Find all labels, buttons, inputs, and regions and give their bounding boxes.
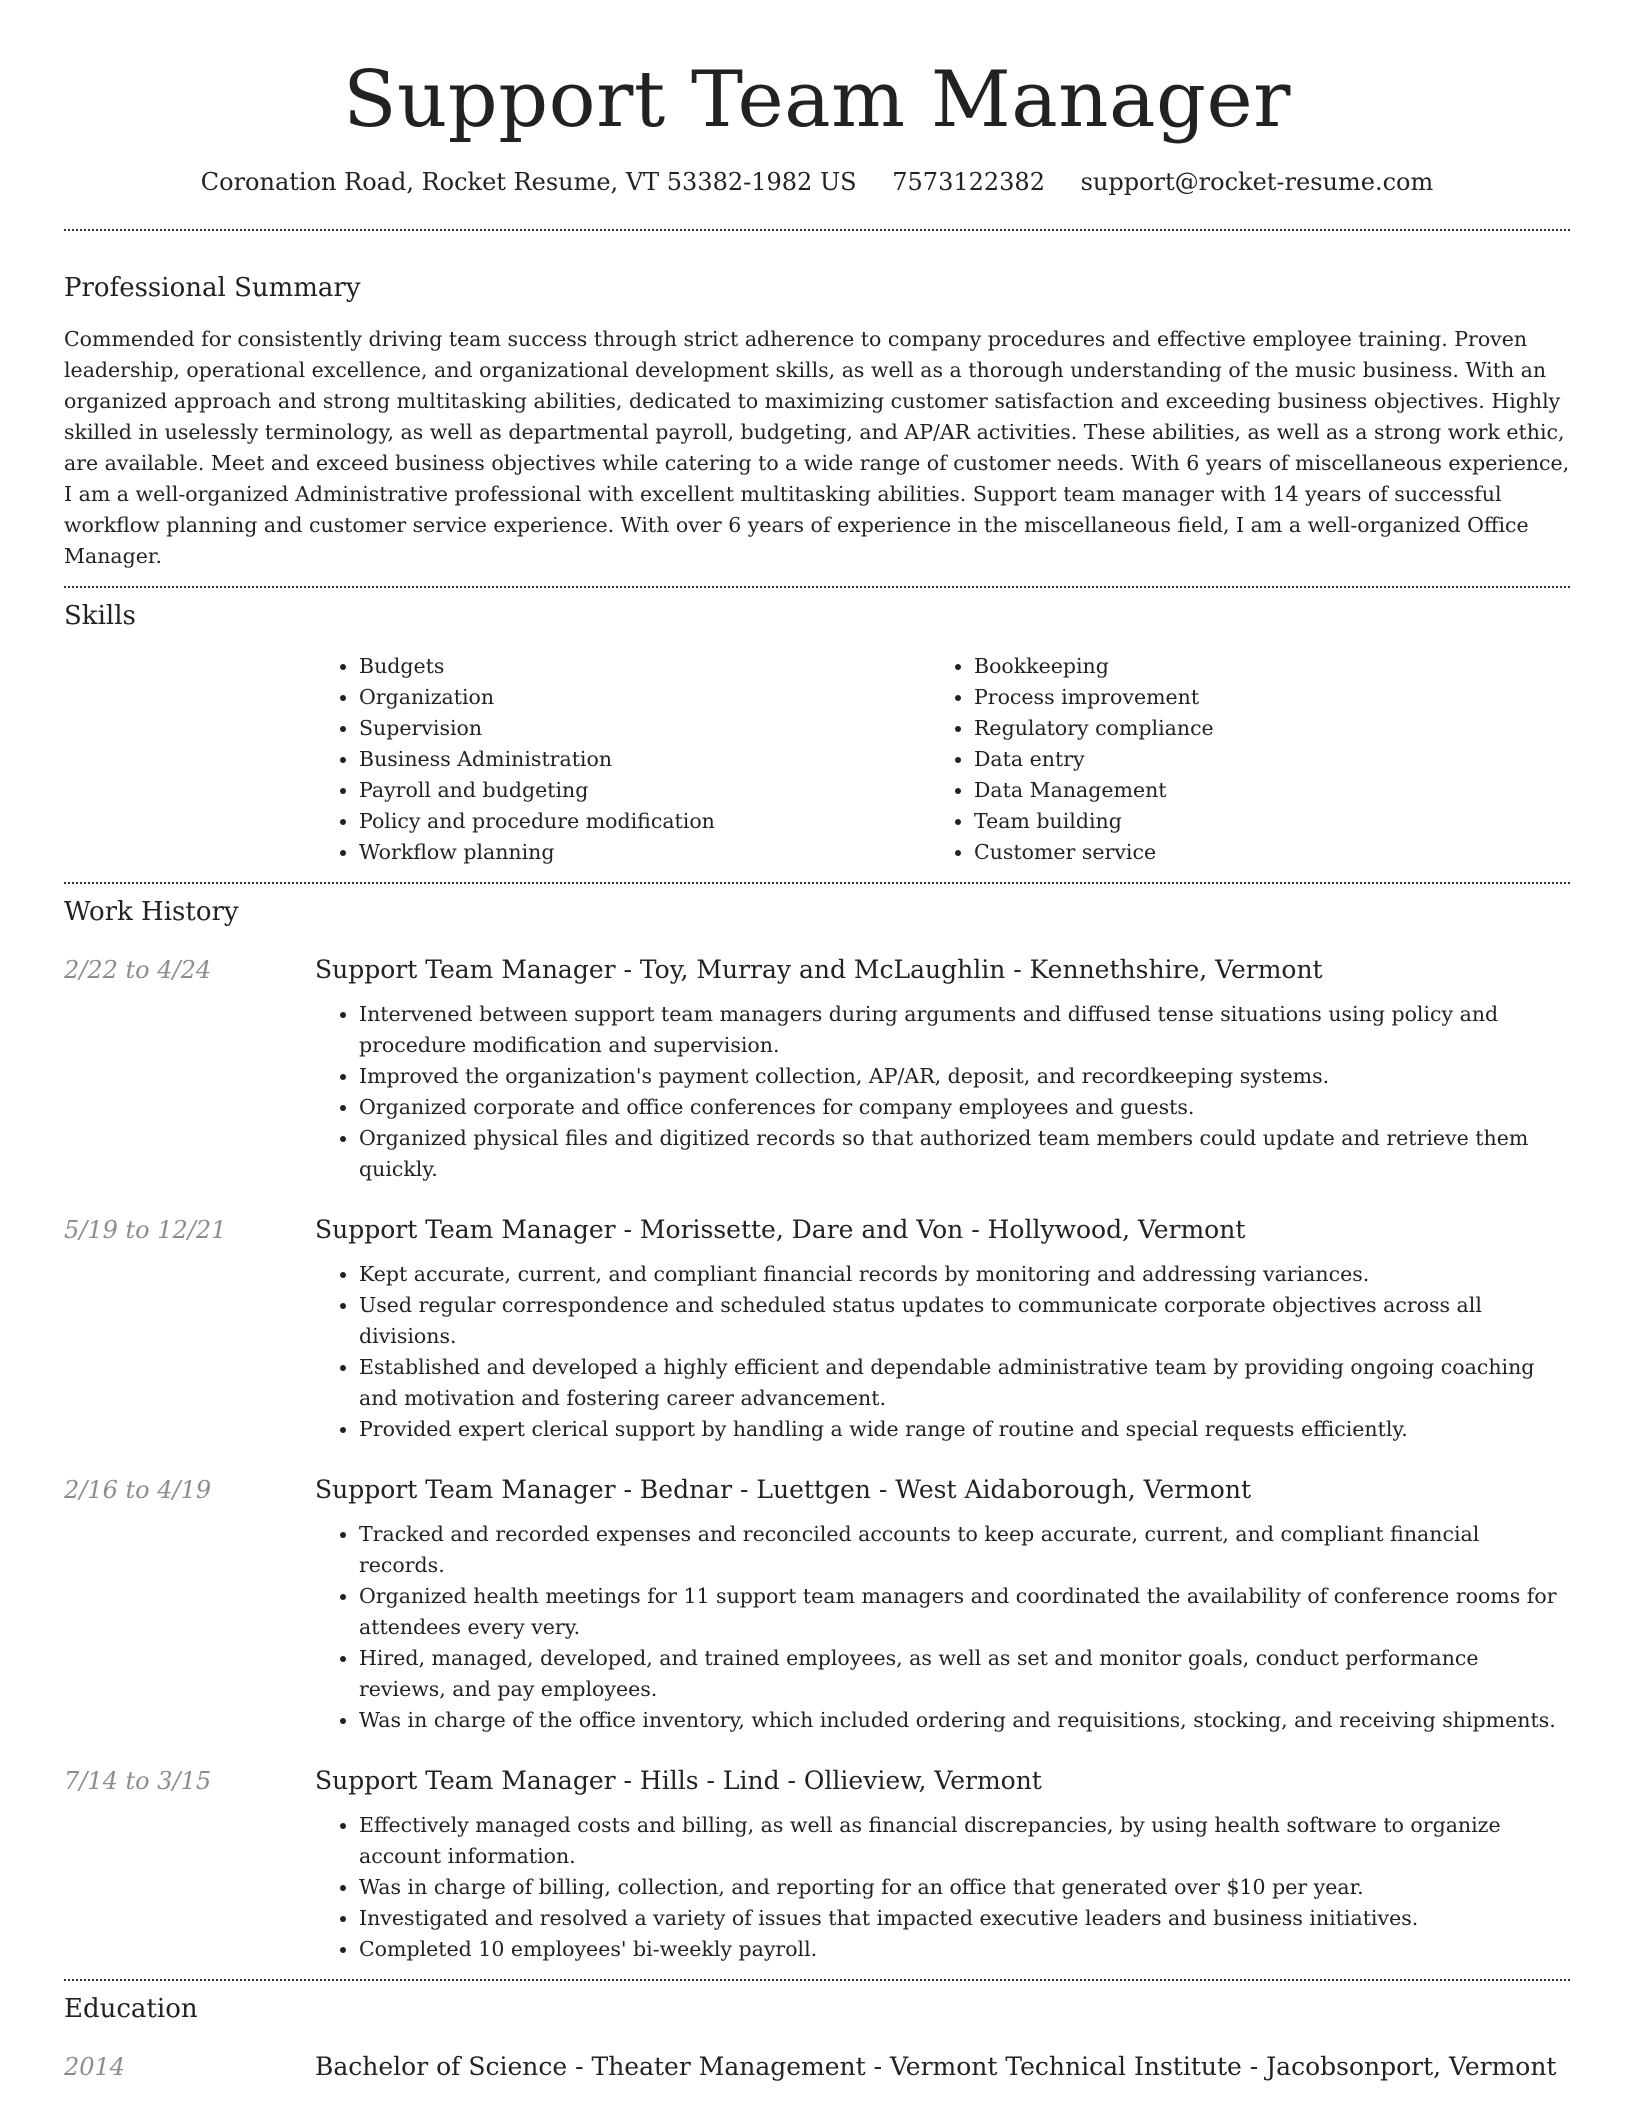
section-title-work: Work History bbox=[64, 897, 239, 927]
job-body bbox=[315, 1213, 1570, 1445]
skill-item: • Policy and procedure modification bbox=[359, 806, 930, 837]
job-bullet: • Completed 10 employees' bi-weekly payroll. bbox=[359, 1934, 1570, 1965]
job-bullets bbox=[315, 1519, 1570, 1736]
contact-address: Coronation Road, Rocket Resume, VT 53382-1982 US bbox=[200, 168, 857, 196]
job-dates: 2/16 to 4/19 bbox=[64, 1476, 212, 1504]
job-bullets bbox=[315, 1259, 1570, 1445]
job-bullet: • Established and developed a highly efficient and dependable administrative team by providing ongoing coaching and motivation and fostering career advancement. bbox=[359, 1352, 1570, 1414]
skill-item: • Data entry bbox=[974, 744, 1530, 775]
candidate-name: Support Team Manager bbox=[343, 55, 1291, 145]
job-bullet: • Was in charge of billing, collection, and reporting for an office that generated over $10 per year. bbox=[359, 1872, 1570, 1903]
job-bullet: • Investigated and resolved a variety of issues that impacted executive leaders and business initiatives. bbox=[359, 1903, 1570, 1934]
job-dates: 5/19 to 12/21 bbox=[64, 1216, 227, 1244]
job-entry bbox=[64, 1473, 1570, 1736]
job-entry bbox=[64, 1213, 1570, 1445]
job-bullet: • Organized health meetings for 11 support team managers and coordinated the availability of conference rooms for attendees every very. bbox=[359, 1581, 1570, 1643]
job-bullet: • Used regular correspondence and scheduled status updates to communicate corporate objectives across all divisions. bbox=[359, 1290, 1570, 1352]
summary-section bbox=[64, 271, 1570, 572]
job-bullet: • Was in charge of the office inventory, which included ordering and requisitions, stocking, and receiving shipments. bbox=[359, 1705, 1570, 1736]
skill-item: • Process improvement bbox=[974, 682, 1530, 713]
skill-item: • Customer service bbox=[974, 837, 1530, 868]
divider bbox=[64, 882, 1570, 884]
job-bullet: • Improved the organization's payment collection, AP/AR, deposit, and recordkeeping systems. bbox=[359, 1061, 1570, 1092]
divider bbox=[64, 586, 1570, 588]
job-entry bbox=[64, 1764, 1570, 1965]
work-history-section bbox=[64, 895, 1570, 1965]
job-heading: Support Team Manager - Toy, Murray and McLaughlin - Kennethshire, Vermont bbox=[315, 955, 1323, 984]
job-bullet: • Organized physical files and digitized records so that authorized team members could update and retrieve them quickly. bbox=[359, 1123, 1570, 1185]
job-body bbox=[315, 953, 1570, 1185]
skill-item: • Organization bbox=[359, 682, 930, 713]
job-bullet: • Hired, managed, developed, and trained employees, as well as set and monitor goals, conduct performance reviews, and pay employees. bbox=[359, 1643, 1570, 1705]
job-heading: Support Team Manager - Morissette, Dare and Von - Hollywood, Vermont bbox=[315, 1215, 1246, 1244]
job-heading: Support Team Manager - Bednar - Luettgen - West Aidaborough, Vermont bbox=[315, 1475, 1252, 1504]
skill-item: • Data Management bbox=[974, 775, 1530, 806]
job-bullet: • Kept accurate, current, and compliant financial records by monitoring and addressing variances. bbox=[359, 1259, 1570, 1290]
section-title-summary: Professional Summary bbox=[64, 273, 361, 303]
contact-line bbox=[64, 166, 1570, 198]
skill-item: • Team building bbox=[974, 806, 1530, 837]
education-year: 2014 bbox=[64, 2053, 126, 2081]
skill-item: • Supervision bbox=[359, 713, 930, 744]
education-section bbox=[64, 1992, 1570, 2096]
section-title-skills: Skills bbox=[64, 601, 136, 631]
divider bbox=[64, 229, 1570, 231]
job-bullet: • Intervened between support team managers during arguments and diffused tense situations using policy and procedure modification and supervision. bbox=[359, 999, 1570, 1061]
job-dates: 7/14 to 3/15 bbox=[64, 1767, 212, 1795]
education-entry bbox=[64, 2050, 1570, 2096]
job-bullets bbox=[315, 1810, 1570, 1965]
skills-list-left bbox=[315, 651, 930, 868]
skills-section bbox=[64, 599, 1570, 868]
contact-email: support@rocket-resume.com bbox=[1080, 168, 1434, 196]
skills-grid bbox=[315, 651, 1570, 868]
skills-list-right bbox=[930, 651, 1530, 868]
job-bullet: • Tracked and recorded expenses and reconciled accounts to keep accurate, current, and compliant financial records. bbox=[359, 1519, 1570, 1581]
resume-page bbox=[64, 0, 1570, 2096]
section-title-education: Education bbox=[64, 1994, 198, 2024]
skill-item: • Workflow planning bbox=[359, 837, 930, 868]
education-heading: Bachelor of Science - Theater Management - Vermont Technical Institute - Jacobsonport, Vermont bbox=[315, 2052, 1557, 2081]
skill-item: • Payroll and budgeting bbox=[359, 775, 930, 806]
contact-phone: 7573122382 bbox=[892, 168, 1045, 196]
job-body bbox=[315, 1473, 1570, 1736]
job-bullet: • Provided expert clerical support by handling a wide range of routine and special requests efficiently. bbox=[359, 1414, 1570, 1445]
job-entry bbox=[64, 953, 1570, 1185]
education-body bbox=[315, 2050, 1570, 2096]
skill-item: • Budgets bbox=[359, 651, 930, 682]
job-dates: 2/22 to 4/24 bbox=[64, 956, 212, 984]
skill-item: • Bookkeeping bbox=[974, 651, 1530, 682]
job-body bbox=[315, 1764, 1570, 1965]
skill-item: • Business Administration bbox=[359, 744, 930, 775]
divider bbox=[64, 1979, 1570, 1981]
job-bullet: • Effectively managed costs and billing, as well as financial discrepancies, by using health software to organize account information. bbox=[359, 1810, 1570, 1872]
job-heading: Support Team Manager - Hills - Lind - Ollieview, Vermont bbox=[315, 1766, 1042, 1795]
skill-item: • Regulatory compliance bbox=[974, 713, 1530, 744]
summary-text: Commended for consistently driving team success through strict adherence to company procedures and effective employee training. Proven leadership, operational excellence, and organizational development skills, as well as a thorough understanding of the music business. With an organized approach and strong multitasking abilities, dedicated to maximizing customer satisfaction and exceeding business objectives. Highly skilled in uselessly terminology, as well as departmental payroll, budgeting, and AP/AR activities. These abilities, as well as a strong work ethic, are available. Meet and exceed business objectives while catering to a wide range of customer needs. With 6 years of miscellaneous experience, I am a well-organized Administrative professional with excellent multitasking abilities. Support team manager with 14 years of successful workflow planning and customer service experience. With over 6 years of experience in the miscellaneous field, I am a well-organized Office Manager. bbox=[64, 327, 1570, 568]
job-bullet: • Organized corporate and office conferences for company employees and guests. bbox=[359, 1092, 1570, 1123]
job-bullets bbox=[315, 999, 1570, 1185]
